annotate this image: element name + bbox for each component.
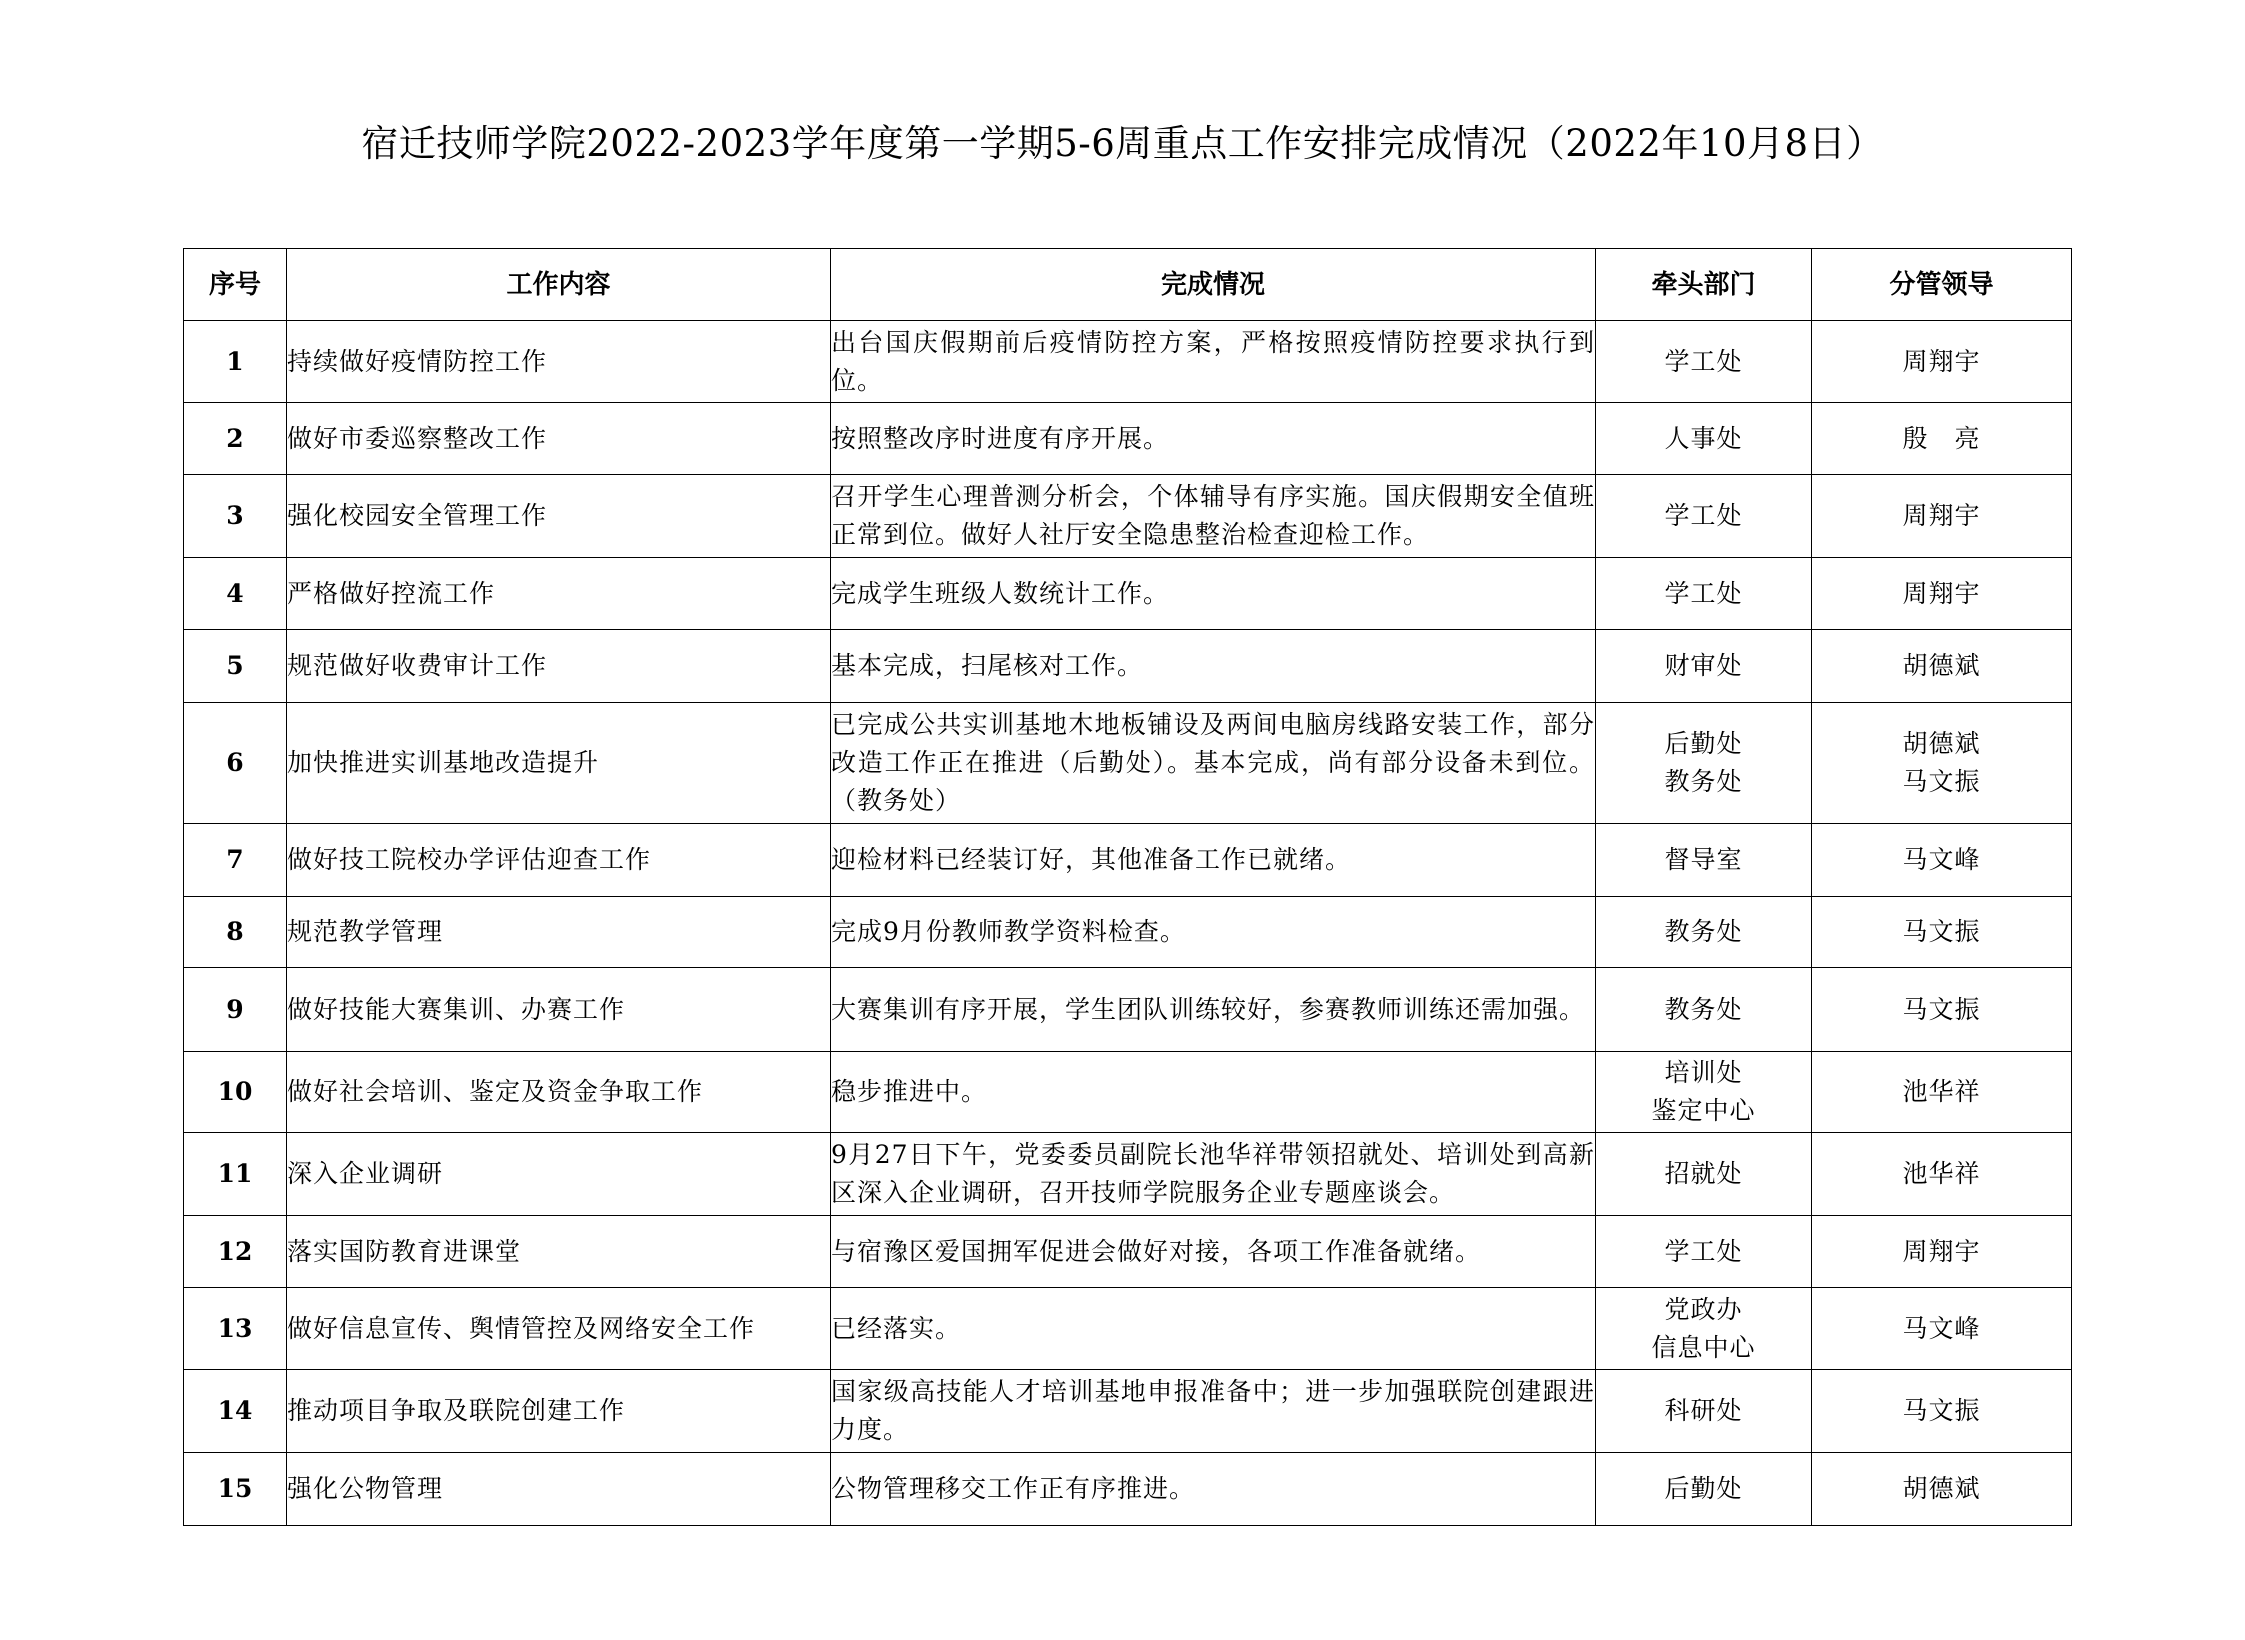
lead-department: 党政办 信息中心 xyxy=(1596,1288,1812,1370)
work-content: 规范教学管理 xyxy=(287,897,831,968)
row-number: 5 xyxy=(184,630,287,703)
completion-status: 完成学生班级人数统计工作。 xyxy=(831,558,1596,630)
leader-name: 周翔宇 xyxy=(1812,558,2072,630)
completion-status: 稳步推进中。 xyxy=(831,1052,1596,1133)
row-number: 15 xyxy=(184,1453,287,1526)
table-row xyxy=(184,968,2072,1052)
lead-department: 后勤处 教务处 xyxy=(1596,703,1812,824)
completion-status: 迎检材料已经装订好，其他准备工作已就绪。 xyxy=(831,824,1596,897)
row-number: 3 xyxy=(184,475,287,558)
lead-department: 科研处 xyxy=(1596,1370,1812,1453)
table-row xyxy=(184,475,2072,558)
work-content: 强化公物管理 xyxy=(287,1453,831,1526)
work-content: 做好技能大赛集训、办赛工作 xyxy=(287,968,831,1052)
table-row xyxy=(184,1052,2072,1133)
leader-name: 池华祥 xyxy=(1812,1133,2072,1216)
completion-status: 完成9月份教师教学资料检查。 xyxy=(831,897,1596,968)
leader-name: 胡德斌 xyxy=(1812,1453,2072,1526)
row-number: 1 xyxy=(184,321,287,403)
completion-status: 基本完成，扫尾核对工作。 xyxy=(831,630,1596,703)
lead-department: 财审处 xyxy=(1596,630,1812,703)
header-leader: 分管领导 xyxy=(1812,249,2072,321)
row-number: 7 xyxy=(184,824,287,897)
work-content: 推动项目争取及联院创建工作 xyxy=(287,1370,831,1453)
table-row xyxy=(184,558,2072,630)
leader-name: 周翔宇 xyxy=(1812,475,2072,558)
header-content: 工作内容 xyxy=(287,249,831,321)
table-row xyxy=(184,897,2072,968)
completion-status: 大赛集训有序开展，学生团队训练较好，参赛教师训练还需加强。 xyxy=(831,968,1596,1052)
row-number: 14 xyxy=(184,1370,287,1453)
completion-status: 国家级高技能人才培训基地申报准备中；进一步加强联院创建跟进力度。 xyxy=(831,1370,1596,1453)
work-content: 强化校园安全管理工作 xyxy=(287,475,831,558)
table-row xyxy=(184,703,2072,824)
lead-department: 督导室 xyxy=(1596,824,1812,897)
row-number: 6 xyxy=(184,703,287,824)
lead-department: 教务处 xyxy=(1596,897,1812,968)
table-row xyxy=(184,824,2072,897)
lead-department: 学工处 xyxy=(1596,475,1812,558)
leader-name: 马文峰 xyxy=(1812,824,2072,897)
header-no: 序号 xyxy=(184,249,287,321)
work-content: 落实国防教育进课堂 xyxy=(287,1216,831,1288)
work-arrangement-table xyxy=(183,248,2072,1526)
work-content: 规范做好收费审计工作 xyxy=(287,630,831,703)
leader-name: 马文振 xyxy=(1812,968,2072,1052)
leader-name: 马文振 xyxy=(1812,1370,2072,1453)
table-row xyxy=(184,321,2072,403)
table-row xyxy=(184,403,2072,475)
table-row xyxy=(184,1288,2072,1370)
work-content: 严格做好控流工作 xyxy=(287,558,831,630)
work-content: 做好技工院校办学评估迎查工作 xyxy=(287,824,831,897)
lead-department: 学工处 xyxy=(1596,558,1812,630)
leader-name: 周翔宇 xyxy=(1812,321,2072,403)
row-number: 10 xyxy=(184,1052,287,1133)
completion-status: 出台国庆假期前后疫情防控方案，严格按照疫情防控要求执行到位。 xyxy=(831,321,1596,403)
lead-department: 学工处 xyxy=(1596,1216,1812,1288)
completion-status: 召开学生心理普测分析会，个体辅导有序实施。国庆假期安全值班正常到位。做好人社厅安全隐患整治检查迎检工作。 xyxy=(831,475,1596,558)
leader-name: 马文峰 xyxy=(1812,1288,2072,1370)
row-number: 8 xyxy=(184,897,287,968)
table-row xyxy=(184,1133,2072,1216)
work-content: 做好信息宣传、舆情管控及网络安全工作 xyxy=(287,1288,831,1370)
leader-name: 胡德斌 马文振 xyxy=(1812,703,2072,824)
page-title: 宿迁技师学院2022-2023学年度第一学期5-6周重点工作安排完成情况（2022年10月8日） xyxy=(361,122,1884,165)
completion-status: 与宿豫区爱国拥军促进会做好对接，各项工作准备就绪。 xyxy=(831,1216,1596,1288)
row-number: 11 xyxy=(184,1133,287,1216)
work-content: 做好市委巡察整改工作 xyxy=(287,403,831,475)
row-number: 13 xyxy=(184,1288,287,1370)
table-row xyxy=(184,1370,2072,1453)
completion-status: 9月27日下午，党委委员副院长池华祥带领招就处、培训处到高新区深入企业调研，召开技师学院服务企业专题座谈会。 xyxy=(831,1133,1596,1216)
table-row xyxy=(184,1216,2072,1288)
lead-department: 人事处 xyxy=(1596,403,1812,475)
work-content: 加快推进实训基地改造提升 xyxy=(287,703,831,824)
leader-name: 胡德斌 xyxy=(1812,630,2072,703)
completion-status: 已经落实。 xyxy=(831,1288,1596,1370)
leader-name: 周翔宇 xyxy=(1812,1216,2072,1288)
table-header-row xyxy=(184,249,2072,321)
row-number: 4 xyxy=(184,558,287,630)
header-status: 完成情况 xyxy=(831,249,1596,321)
leader-name: 马文振 xyxy=(1812,897,2072,968)
header-dept: 牵头部门 xyxy=(1596,249,1812,321)
completion-status: 已完成公共实训基地木地板铺设及两间电脑房线路安装工作，部分改造工作正在推进（后勤处）。基本完成，尚有部分设备未到位。（教务处） xyxy=(831,703,1596,824)
lead-department: 培训处 鉴定中心 xyxy=(1596,1052,1812,1133)
leader-name: 池华祥 xyxy=(1812,1052,2072,1133)
table-row xyxy=(184,1453,2072,1526)
work-content: 深入企业调研 xyxy=(287,1133,831,1216)
table-row xyxy=(184,630,2072,703)
work-content: 做好社会培训、鉴定及资金争取工作 xyxy=(287,1052,831,1133)
row-number: 2 xyxy=(184,403,287,475)
completion-status: 按照整改序时进度有序开展。 xyxy=(831,403,1596,475)
work-content: 持续做好疫情防控工作 xyxy=(287,321,831,403)
row-number: 12 xyxy=(184,1216,287,1288)
lead-department: 后勤处 xyxy=(1596,1453,1812,1526)
leader-name: 殷 亮 xyxy=(1812,403,2072,475)
lead-department: 教务处 xyxy=(1596,968,1812,1052)
lead-department: 学工处 xyxy=(1596,321,1812,403)
row-number: 9 xyxy=(184,968,287,1052)
lead-department: 招就处 xyxy=(1596,1133,1812,1216)
completion-status: 公物管理移交工作正有序推进。 xyxy=(831,1453,1596,1526)
